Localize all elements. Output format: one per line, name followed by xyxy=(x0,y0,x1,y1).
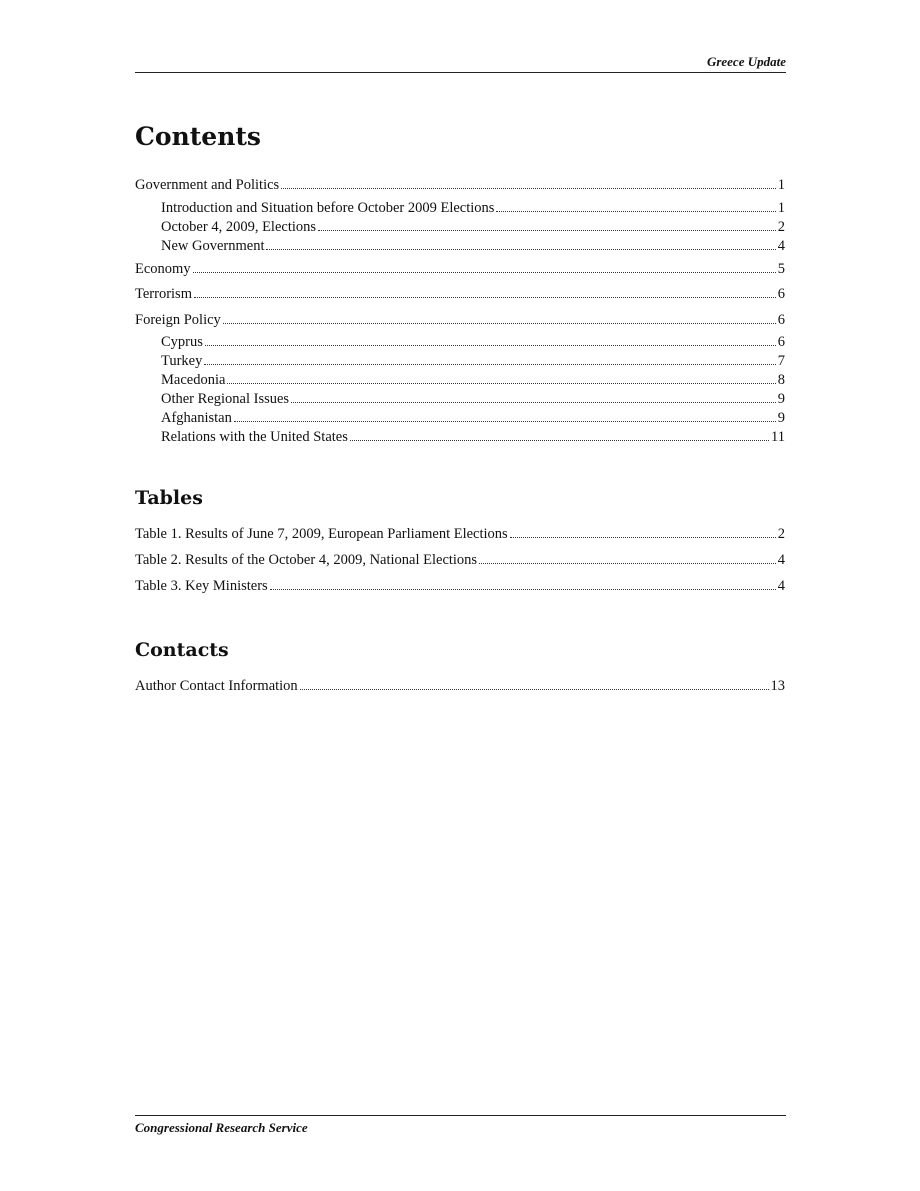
dot-leader xyxy=(223,323,776,324)
toc-entry-page: 4 xyxy=(777,238,785,254)
dot-leader xyxy=(496,211,775,212)
toc-entry-page: 9 xyxy=(777,391,785,407)
toc-entry-title: Introduction and Situation before October 2009 Elections xyxy=(161,200,495,216)
toc-entry-page: 6 xyxy=(777,334,785,350)
dot-leader xyxy=(193,272,776,273)
toc-entry-title: October 4, 2009, Elections xyxy=(161,219,317,235)
toc-entry-author-contact[interactable] xyxy=(135,677,785,695)
dot-leader xyxy=(205,345,776,346)
running-footer xyxy=(135,1115,786,1136)
dot-leader xyxy=(270,589,776,590)
toc-entry-title: Turkey xyxy=(161,353,203,369)
toc-entry-page: 2 xyxy=(777,219,785,235)
toc-entry-cyprus[interactable] xyxy=(161,333,785,351)
dot-leader xyxy=(234,421,776,422)
toc-entry-table-3[interactable] xyxy=(135,577,785,595)
toc-entry-relations-with-us[interactable] xyxy=(161,428,785,446)
toc-entry-title: Macedonia xyxy=(161,372,226,388)
dot-leader xyxy=(479,563,776,564)
toc-entry-title: Author Contact Information xyxy=(135,678,298,694)
dot-leader xyxy=(291,402,776,403)
toc-entry-title: Terrorism xyxy=(135,286,192,302)
contents-heading: Contents xyxy=(135,122,262,151)
toc-entry-title: Cyprus xyxy=(161,334,203,350)
dot-leader xyxy=(266,249,775,250)
toc-entry-page: 9 xyxy=(777,410,785,426)
toc-entry-page: 6 xyxy=(777,286,785,302)
toc-entry-title: Foreign Policy xyxy=(135,312,221,328)
toc-entry-turkey[interactable] xyxy=(161,352,785,370)
toc-entry-title: Other Regional Issues xyxy=(161,391,290,407)
toc-entry-title: Afghanistan xyxy=(161,410,232,426)
toc-entry-page: 7 xyxy=(777,353,785,369)
toc-entry-introduction[interactable] xyxy=(161,199,785,217)
dot-leader xyxy=(194,297,776,298)
toc-entry-foreign-policy[interactable] xyxy=(135,311,785,329)
toc-entry-page: 4 xyxy=(777,578,785,594)
toc-entry-title: Table 2. Results of the October 4, 2009, National Elections xyxy=(135,552,478,568)
toc-entry-page: 1 xyxy=(777,177,785,193)
dot-leader xyxy=(318,230,776,231)
toc-entry-page: 1 xyxy=(777,200,785,216)
dot-leader xyxy=(350,440,769,441)
toc-entry-new-government[interactable] xyxy=(161,237,785,255)
toc-entry-title: Relations with the United States xyxy=(161,429,348,445)
running-title: Greece Update xyxy=(706,54,786,69)
toc-entry-table-1[interactable] xyxy=(135,525,785,543)
toc-entry-page: 13 xyxy=(770,678,785,694)
dot-leader xyxy=(281,188,776,189)
toc-entry-economy[interactable] xyxy=(135,260,785,278)
running-header xyxy=(135,54,786,73)
toc-entry-october-elections[interactable] xyxy=(161,218,785,236)
toc-entry-page: 4 xyxy=(777,552,785,568)
toc-entry-terrorism[interactable] xyxy=(135,285,785,303)
toc-entry-afghanistan[interactable] xyxy=(161,409,785,427)
toc-entry-page: 8 xyxy=(777,372,785,388)
toc-entry-title: Table 1. Results of June 7, 2009, European Parliament Elections xyxy=(135,526,508,542)
contacts-heading: Contacts xyxy=(135,639,229,661)
toc-entry-page: 6 xyxy=(777,312,785,328)
toc-entry-title: Economy xyxy=(135,261,191,277)
tables-heading: Tables xyxy=(135,487,203,509)
dot-leader xyxy=(204,364,775,365)
toc-entry-title: Government and Politics xyxy=(135,177,280,193)
toc-entry-table-2[interactable] xyxy=(135,551,785,569)
toc-entry-page: 5 xyxy=(777,261,785,277)
toc-entry-page: 2 xyxy=(777,526,785,542)
dot-leader xyxy=(227,383,775,384)
toc-entry-title: New Government xyxy=(161,238,265,254)
toc-entry-other-regional-issues[interactable] xyxy=(161,390,785,408)
toc-entry-title: Table 3. Key Ministers xyxy=(135,578,268,594)
toc-entry-macedonia[interactable] xyxy=(161,371,785,389)
dot-leader xyxy=(300,689,769,690)
toc-entry-government-and-politics[interactable] xyxy=(135,176,785,194)
footer-text: Congressional Research Service xyxy=(135,1120,308,1135)
dot-leader xyxy=(510,537,776,538)
toc-entry-page: 11 xyxy=(771,429,785,445)
